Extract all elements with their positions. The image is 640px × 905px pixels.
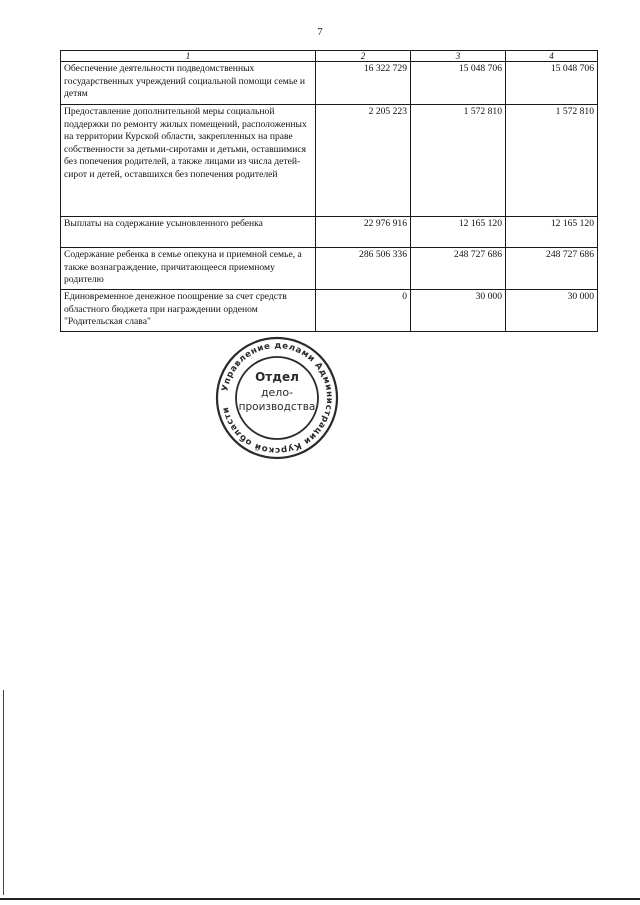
table-header-row [61,51,598,62]
official-stamp [214,335,340,461]
row-description: Обеспечение деятельности подведомственных государственных учреждений социальной помощи семье и детям [61,62,316,105]
table-row [61,290,598,332]
row-value-col2: 22 976 916 [316,217,411,248]
budget-table [60,50,598,332]
row-value-col3: 248 727 686 [411,248,506,290]
row-description: Содержание ребенка в семье опекуна и приемной семье, а также вознаграждение, причитающееся приемному родителю [61,248,316,290]
row-value-col2: 0 [316,290,411,332]
column-header-3: 3 [411,51,506,62]
row-value-col2: 2 205 223 [316,105,411,217]
scan-margin-line [3,690,4,895]
table-row [61,105,598,217]
row-value-col3: 1 572 810 [411,105,506,217]
row-description: Единовременное денежное поощрение за счет средств областного бюджета при награждении орденом "Родительская слава" [61,290,316,332]
stamp-ring-textpath: Управление делами Администрации Курской области [220,340,335,456]
row-value-col4: 248 727 686 [506,248,598,290]
stamp-center-line-3: производства [238,401,316,413]
column-header-2: 2 [316,51,411,62]
page-number: 7 [317,26,323,38]
table-row [61,217,598,248]
table-row [61,248,598,290]
stamp-center-line-2: дело- [260,386,294,399]
row-description: Предоставление дополнительной меры социальной поддержки по ремонту жилых помещений, расположенных на территории Курской области, закрепленных на праве собственности за детьми-сиротами и детьми, оставшимися без попечения родителей, а также лицами из числа детей-сирот и детей, оставшихся без попечения родителей [61,105,316,217]
row-value-col4: 1 572 810 [506,105,598,217]
scan-bottom-edge [0,898,640,900]
row-value-col3: 30 000 [411,290,506,332]
row-value-col4: 12 165 120 [506,217,598,248]
row-value-col3: 12 165 120 [411,217,506,248]
row-value-col3: 15 048 706 [411,62,506,105]
row-value-col4: 30 000 [506,290,598,332]
row-value-col2: 16 322 729 [316,62,411,105]
stamp-center-line-1: Отдел [255,370,299,384]
row-value-col2: 286 506 336 [316,248,411,290]
column-header-4: 4 [506,51,598,62]
table-row [61,62,598,105]
column-header-1: 1 [61,51,316,62]
row-value-col4: 15 048 706 [506,62,598,105]
row-description: Выплаты на содержание усыновленного ребенка [61,217,316,248]
stamp-seal-icon [214,335,340,461]
